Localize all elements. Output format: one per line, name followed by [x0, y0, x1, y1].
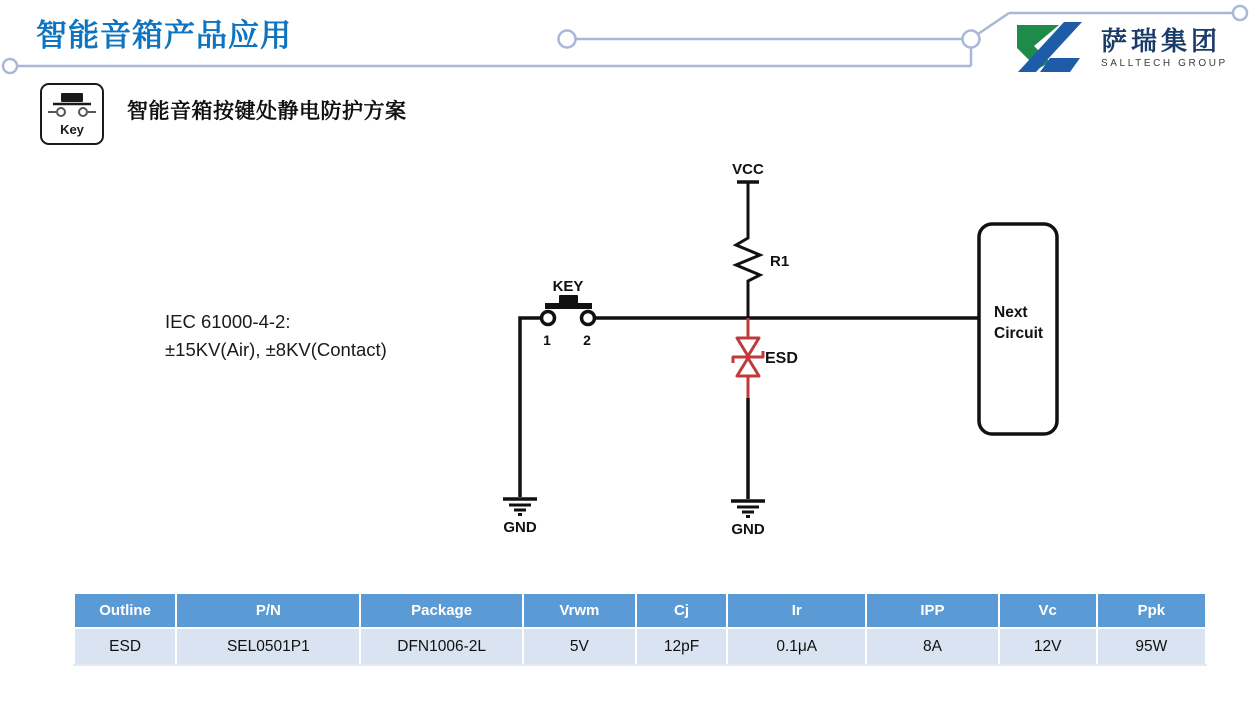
gnd-right-label: GND	[731, 521, 765, 538]
ground-symbol-left	[503, 499, 537, 515]
page-title: 智能音箱产品应用	[36, 18, 292, 53]
spec-table-header-row	[74, 593, 1206, 628]
resistor-symbol	[736, 182, 760, 318]
key-ground-wire	[520, 318, 541, 497]
pin2-label: 2	[583, 332, 591, 348]
col-header-ppk: Ppk	[1097, 593, 1206, 628]
cell-package: DFN1006-2L	[360, 628, 522, 665]
logo-name-en: SALLTECH GROUP	[1101, 57, 1228, 69]
col-header-vrwm: Vrwm	[523, 593, 636, 628]
cell-ppk: 95W	[1097, 628, 1206, 665]
col-header-package: Package	[360, 593, 522, 628]
cell-ipp: 8A	[866, 628, 998, 665]
key-switch-label: KEY	[552, 278, 584, 295]
cell-vc: 12V	[999, 628, 1097, 665]
col-header-vc: Vc	[999, 593, 1097, 628]
logo-text	[1101, 27, 1228, 69]
cell-pn: SEL0501P1	[176, 628, 360, 665]
key-pin2-contact	[582, 312, 595, 325]
col-header-pn: P/N	[176, 593, 360, 628]
key-switch-bar	[545, 303, 592, 309]
next-circuit-label-line1: Next	[994, 304, 1028, 321]
next-circuit-label-line2: Circuit	[994, 325, 1044, 342]
ground-symbol-right	[731, 501, 765, 517]
iec-standard-line1: IEC 61000-4-2:	[165, 311, 291, 332]
gnd-left-label: GND	[503, 519, 537, 536]
logo-mark-icon	[1014, 22, 1092, 74]
esd-diode-symbol	[733, 338, 763, 376]
key-switch-cap	[559, 295, 578, 304]
key-switch-icon	[42, 85, 102, 143]
slide-subtitle: 智能音箱按键处静电防护方案	[127, 100, 407, 123]
company-logo	[1014, 22, 1228, 74]
spec-table-data-row	[74, 628, 1206, 665]
iec-standard-line2: ±15KV(Air), ±8KV(Contact)	[165, 339, 387, 360]
vcc-label: VCC	[732, 161, 764, 178]
pin1-label: 1	[543, 332, 551, 348]
key-icon-label: Key	[60, 122, 84, 137]
cell-outline: ESD	[74, 628, 176, 665]
esd-label: ESD	[765, 350, 798, 367]
resistor-label: R1	[770, 253, 790, 270]
col-header-ipp: IPP	[866, 593, 998, 628]
cell-ir: 0.1μA	[727, 628, 866, 665]
col-header-cj: Cj	[636, 593, 727, 628]
cell-cj: 12pF	[636, 628, 727, 665]
cell-vrwm: 5V	[523, 628, 636, 665]
col-header-ir: Ir	[727, 593, 866, 628]
key-icon-box	[40, 83, 104, 145]
key-pin1-contact	[542, 312, 555, 325]
spec-table	[73, 592, 1207, 666]
col-header-outline: Outline	[74, 593, 176, 628]
logo-name-cn: 萨瑞集团	[1101, 26, 1222, 57]
circuit-schematic	[0, 140, 1256, 560]
